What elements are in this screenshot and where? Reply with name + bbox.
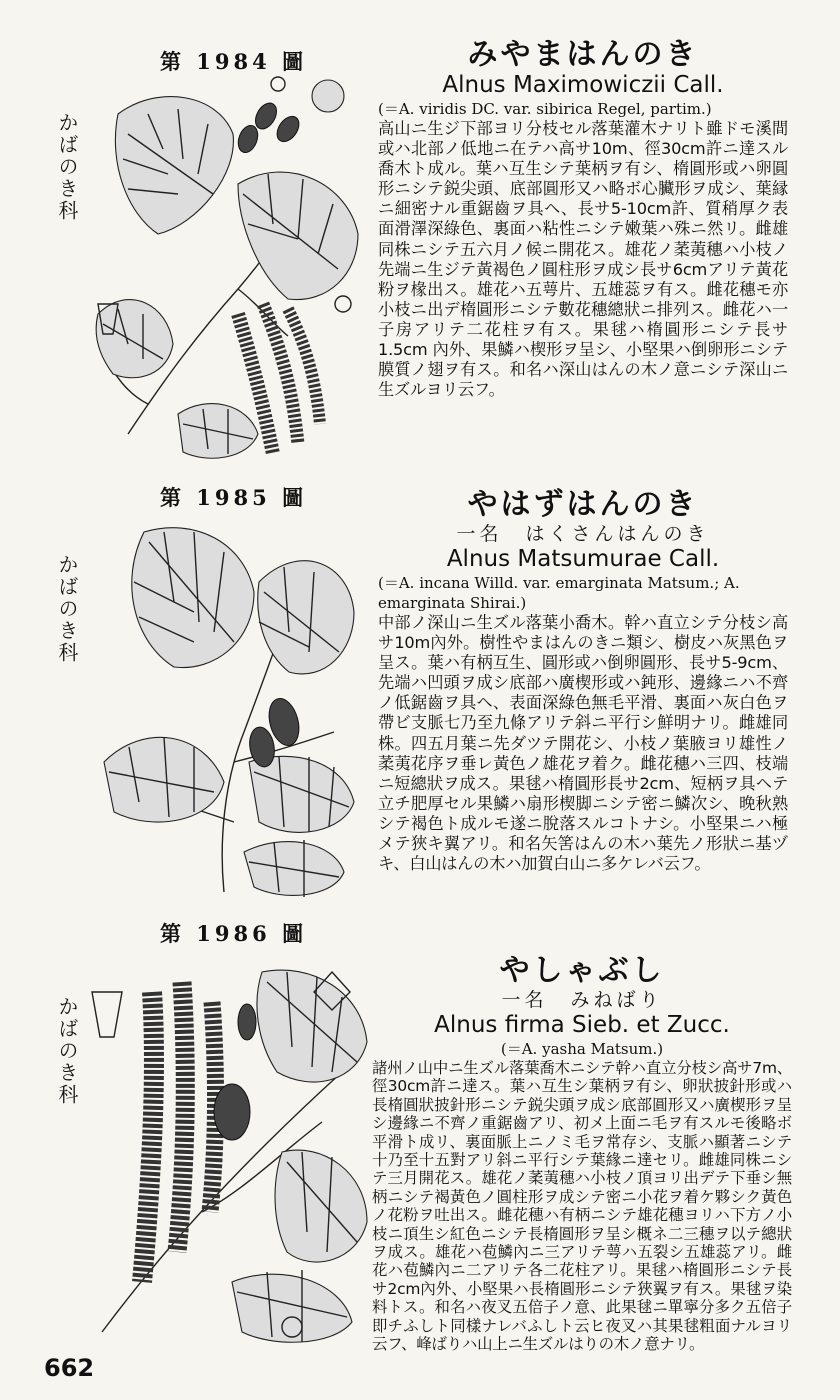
text-column (378, 488, 788, 874)
description: 諸州ノ山中ニ生ズル落葉喬木ニシテ幹ハ直立分枝シ高サ7m、徑30cm許ニ達ス。葉ハ互生シ葉柄ヲ有シ、卵狀披針形或ハ長楕圓狀披針形ニシテ鋭尖頭ヲ成シ底部圓形又ハ廣楔形ヲ呈シ邊緣ニ不齊ノ重鋸齒アリ、初メ上面ニ毛ヲ有スルモ後略ボ平滑ト成リ、裏面脈上ニノミ毛ヲ常存シ、支脈ハ顯著ニシテ十乃至十五對アリ斜ニ平行シテ葉緣ニ達セリ。雌雄同株ニシテ三月開花ス。雄花ノ葇荑穗ハ小枝ノ頂ヨリ出デテ下垂シ無柄ニシテ褐黃色ノ圓柱形ヲ成シテ密ニ小花ヲ着ケ夥シク黃色ノ花粉ヲ吐出ス。雌花穗ハ有柄ニシテ雄花穗ヨリハ下方ノ小枝ニ頂生シ紅色ニシテ長楕圓形ヲ呈シ概ネ二三穗ヲ以テ總狀ヲ成ス。雄花ハ苞鱗內ニ三アリテ萼ハ五裂シ五雄蕊アリ。雌花ハ苞鱗內ニ二アリテ各二花柱アリ。果毬ハ楕圓形ニシテ長サ2cm內外、小堅果ハ長楕圓形ニシテ狹翼ヲ有ス。果毬ヲ染料トス。和名ハ夜叉五倍子ノ意、此果毬ニ單寧分多ク五倍子即チふしト同樣ナレバふしト云ヒ夜叉ハ其果毬粗面ナルヨリ云フ、峰ばりハ山上ニ生ズルはりの木ノ意ナリ。 (372, 1059, 792, 1354)
page-number: 662 (44, 1354, 95, 1382)
synonyms: (＝A. viridis DC. var. sibirica Regel, partim.) (378, 100, 712, 118)
illustration-alnus-firma (82, 952, 372, 1352)
illustration-alnus-maximowiczii (88, 74, 363, 466)
japanese-name: みやまはんのき (467, 37, 699, 72)
description: 中部ノ深山ニ生ズル落葉小喬木。幹ハ直立シテ分枝シ高サ10m內外。樹性やまはんのきニ類シ、樹皮ハ灰黑色ヲ呈ス。葉ハ有柄互生、圓形或ハ倒卵圓形、長サ5-9cm、先端ハ凹頭ヲ成シ底部ハ廣楔形或ハ鈍形、邊緣ニハ不齊ノ低鋸齒ヲ具ヘ、表面深綠色無毛平滑、裏面ハ灰白色ヲ帶ビ支脈七乃至九條アリテ斜ニ平行シ鮮明ナリ。雌雄同株。四五月葉ニ先ダツテ開花シ、小枝ノ葉腋ヨリ雄性ノ葇荑花序ヲ垂レ黃色ノ雄花ヲ着ク。雌花穗ハ三四、枝端ニ短總狀ヲ成ス。果毬ハ楕圓形長サ2cm、短柄ヲ具ヘテ立チ肥厚セル果鱗ハ扇形楔脚ニシテ密ニ鱗次シ、晚秋熟シテ褐色ト成ルモ遂ニ脫落スルコトナシ。小堅果ニハ極メテ狹キ翼アリ。和名矢筈はんの木ハ葉先ノ形狀ニ基ヅキ、白山はんの木ハ加賀白山ニ多ケレバ云フ。 (378, 613, 788, 874)
scientific-name: Alnus Maximowiczii Call. (442, 72, 724, 98)
scientific-name: Alnus firma Sieb. et Zucc. (434, 1012, 730, 1038)
description: 高山ニ生ジ下部ヨリ分枝セル落葉灌木ナリト雖ドモ溪間或ハ北部ノ低地ニ在テハ高サ10m、徑30cm許ニ達スル喬木ト成ル。葉ハ互生シテ葉柄ヲ有シ、楕圓形或ハ卵圓形ニシテ鋭尖頭、底部圓形又ハ略ボ心臟形ヲ成シ、葉縁ニ細密ナル重鋸齒ヲ具ヘ、長サ5-10cm許、質稍厚ク表面滑澤深綠色、裏面ハ粘性ニシテ嫩葉ハ殊ニ然リ。雌雄同株ニシテ五六月ノ候ニ開花ス。雄花ノ葇荑穗ハ小枝ノ先端ニ生ジテ黃褐色ノ圓柱形ヲ成シ長サ6cmアリテ黃花粉ヲ椽出ス。雄花ハ五萼片、五雄蕊ヲ有ス。雌花穗モ亦小枝ニ出デ楕圓形ニシテ數花穗總狀ニ排列ス。雌花ハ一子房アリテ二花柱ヲ有ス。果毬ハ楕圓形ニシテ長サ 1.5cm 內外、果鱗ハ楔形ヲ呈シ、小堅果ハ倒卵形ニシテ膜質ノ翅ヲ有ス。和名ハ深山はんの木ノ意ニシテ深山ニ生ズルヨリ云フ。 (378, 119, 788, 400)
family-label: かばのき科 (55, 554, 79, 664)
synonyms: (＝A. yasha Matsum.) (500, 1040, 664, 1058)
alternate-name: 一名 みねばり (501, 989, 663, 1011)
synonyms: (＝A. incana Willd. var. emarginata Matsum.; A. emarginata Shirai.) (378, 574, 740, 612)
alternate-name: 一名 はくさんはんのき (456, 523, 710, 545)
family-label: かばのき科 (55, 996, 79, 1106)
text-column (372, 954, 792, 1354)
family-label: かばのき科 (55, 112, 79, 222)
japanese-name: やはずはんのき (467, 487, 699, 522)
entry-1984 (0, 0, 840, 470)
japanese-name: やしゃぶし (499, 953, 665, 988)
entry-1986 (0, 910, 840, 1400)
text-column (378, 38, 788, 400)
entry-1985 (0, 470, 840, 910)
botanical-drawing (84, 522, 364, 902)
botanical-drawing (88, 74, 363, 466)
illustration-alnus-matsumurae (84, 522, 364, 902)
botanical-drawing (82, 952, 372, 1352)
figure-label: 第 1984 圖 (160, 49, 308, 74)
figure-label: 第 1985 圖 (160, 485, 308, 510)
scientific-name: Alnus Matsumurae Call. (446, 546, 720, 572)
figure-label: 第 1986 圖 (160, 921, 308, 946)
